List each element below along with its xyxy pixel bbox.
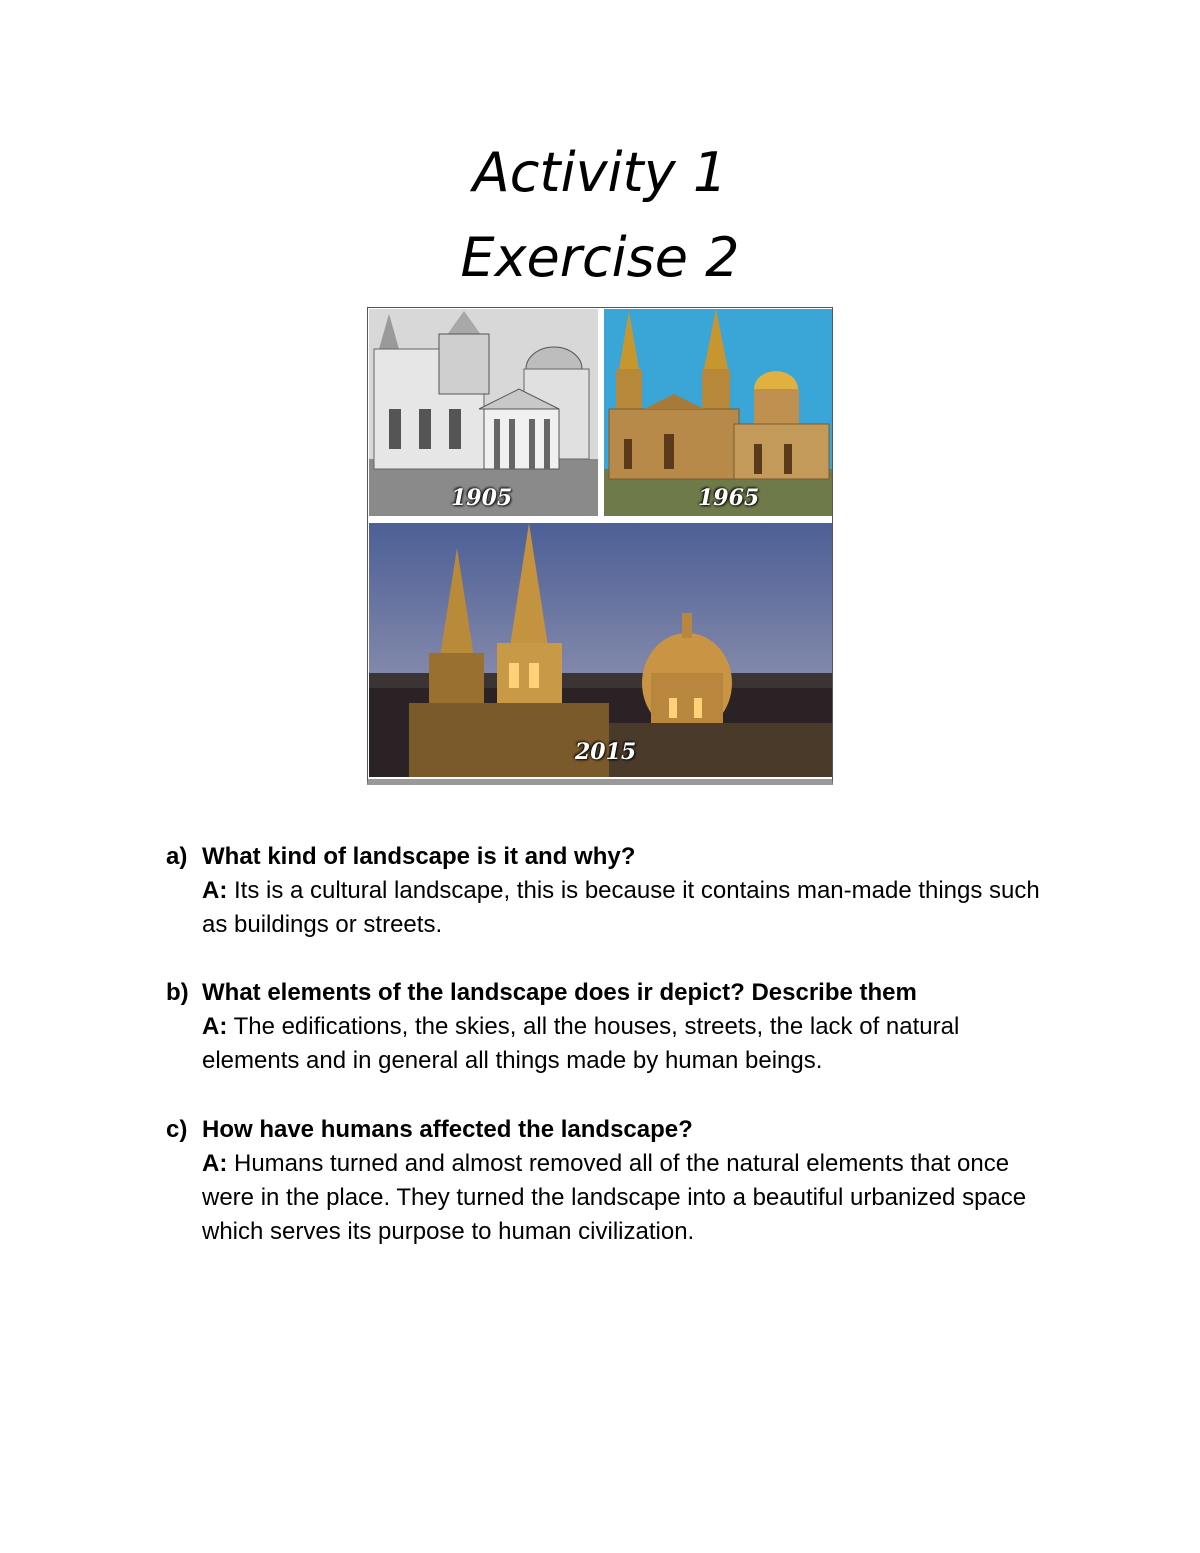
year-label-1965: 1965: [698, 485, 760, 511]
answer-text: [202, 874, 1046, 942]
question-block-b: [166, 976, 1046, 1078]
answer-text: [202, 1010, 1046, 1078]
answer-text: [202, 1147, 1046, 1249]
photo-2015: [369, 523, 832, 777]
question-text: What kind of landscape is it and why?: [202, 843, 636, 870]
question-letter: c): [166, 1116, 188, 1143]
answer-label: A:: [202, 1150, 228, 1177]
question-block-c: [166, 1113, 1046, 1249]
year-label-2015: 2015: [575, 739, 637, 765]
activity-title: Activity 1: [472, 141, 728, 204]
question-block-a: [166, 840, 1046, 942]
question-text: What elements of the landscape does ir depict? Describe them: [202, 979, 917, 1006]
question-text: How have humans affected the landscape?: [202, 1116, 693, 1143]
answer-label: A:: [202, 1013, 228, 1040]
cathedral-photo-collage: [367, 307, 833, 785]
question-letter: a): [166, 843, 188, 870]
answer-body: The edifications, the skies, all the houses, streets, the lack of natural elements and in general all things made by human beings.: [202, 1013, 960, 1074]
answer-body: Its is a cultural landscape, this is because it contains man-made things such as buildings or streets.: [202, 877, 1040, 938]
answer-body: Humans turned and almost removed all of the natural elements that once were in the place. They turned the landscape into a beautiful urbanized space which serves its purpose to human civilization.: [202, 1150, 1027, 1245]
question-letter: b): [166, 979, 189, 1006]
answer-label: A:: [202, 877, 228, 904]
year-label-1905: 1905: [451, 485, 513, 511]
exercise-title: Exercise 2: [460, 226, 740, 289]
photo-1965: [604, 309, 832, 516]
photo-1905: [369, 309, 598, 516]
